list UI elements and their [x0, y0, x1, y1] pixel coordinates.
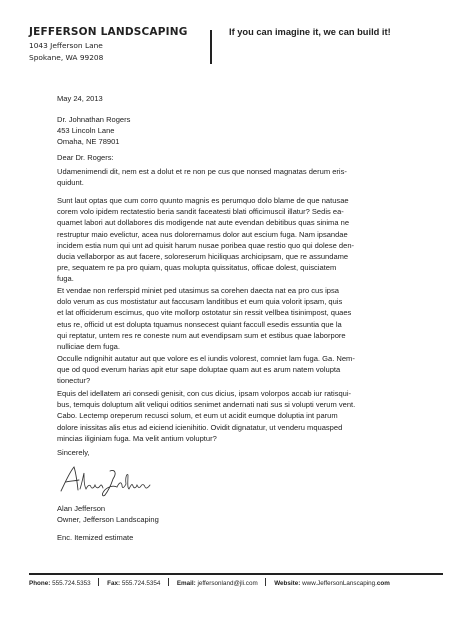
paragraph-line: nulliciae dem fuga. — [57, 342, 120, 352]
footer-separator — [265, 578, 266, 586]
letterhead-divider — [210, 30, 212, 64]
website-link[interactable] — [302, 580, 390, 587]
paragraph-line: corem volo ipidem rectatestio beria sandit faceatesti blati officimuscil illatur? Sedis ea- — [57, 207, 344, 217]
paragraph-line: pre, sequatem re pa pro quiam, quas molupta quissitatus, officae dolest, quisciatem — [57, 263, 337, 273]
paragraph-2 — [57, 195, 397, 285]
paragraph-5 — [57, 388, 397, 444]
fax-value: 555.724.5354 — [121, 580, 161, 587]
paragraph-3 — [57, 285, 397, 352]
salutation: Dear Dr. Rogers: — [57, 153, 114, 162]
paragraph-line: incidem estia num qui unt ad quisit harum nusae poribea quae restio quo qui dolese den- — [57, 240, 355, 250]
company-address-line2: Spokane, WA 99208 — [29, 53, 104, 62]
paragraph-line: Equis del idellatem ari consedi genisit, con cus dicius, ipsam volorpos accab iur ratisqui- — [57, 389, 352, 398]
website-label: Website: — [274, 580, 301, 587]
letter-date: May 24, 2013 — [57, 94, 103, 103]
paragraph-line: Et vendae non rerferspid miniet ped utasimus sa corehen daecta nat ea pro cus ipsa — [57, 286, 339, 295]
email-link[interactable]: jeffersonland@jli.com — [197, 580, 258, 587]
paragraph-line: tionectur? — [57, 376, 91, 386]
fax-label: Fax: — [107, 580, 121, 587]
paragraph-line: mincias iliginiam fuga. Ma velit antium voluptur? — [57, 433, 217, 443]
footer-contact — [29, 578, 449, 587]
phone-label: Phone: — [29, 580, 51, 587]
paragraph-line: dolo verum as cus mostistatur aut faccusam landitibus et eum quia volorit ipsam, quis — [57, 297, 343, 307]
paragraph-line: qui reptatur, untem res re coneste num aut evendipsam sum et estibus quae laborpore — [57, 330, 346, 340]
handwritten-signature — [55, 461, 155, 499]
paragraph-line: bus, temquis doluptum alit veliqui oditios senimet andernati nati sus si volupti verum vent. — [57, 400, 356, 410]
phone-value: 555.724.5353 — [52, 580, 91, 587]
footer-separator — [98, 578, 99, 586]
paragraph-line: etus re, officid ut est dolupta tquamus nonsecest quiant faccull esedis essuntia que la — [57, 319, 342, 329]
paragraph-line: Udamenimendi dit, nem est a dolut et re non pe cus que nonsed magnatas derum eris- — [57, 167, 347, 176]
recipient-line: Dr. Johnathan Rogers — [57, 115, 131, 124]
paragraph-line: fuga. — [57, 274, 74, 284]
company-name: JEFFERSON LANDSCAPING — [29, 26, 188, 38]
company-tagline: If you can imagine it, we can build it! — [229, 27, 391, 37]
paragraph-line: restruptur maio evelictur, acea nus dolorernamus dolor aut escium fuga. Nam ipsandae — [57, 229, 348, 239]
website-suffix[interactable]: com — [376, 580, 390, 587]
recipient-address — [57, 114, 397, 148]
paragraph-line: quidunt. — [57, 178, 84, 188]
paragraph-line: et lat officiderum escimus, quo vite mollorp ostotatur sin ressit vellbea tisinimpost, quaes — [57, 308, 352, 318]
signer-name: Alan Jefferson — [57, 504, 106, 513]
recipient-line: Omaha, NE 78901 — [57, 137, 120, 147]
paragraph-4 — [57, 353, 397, 387]
enclosure-note: Enc. Itemized estimate — [57, 533, 134, 542]
email-label: Email: — [176, 580, 196, 587]
footer-rule — [29, 573, 443, 575]
paragraph-line: quamet labori aut dollabores dis modigende nat aute evendan debitibus quas sinima ne — [57, 218, 350, 228]
paragraph-line: ducia vellaborpor as aut facere, soloreserum hiciliquas archicipsam, que re assundame — [57, 252, 349, 262]
paragraph-line: dolore inissitas alis etus ad eiciend icienihitio. Ovidit dignatatur, ut venderu mquasped — [57, 422, 343, 432]
footer-separator — [168, 578, 169, 586]
recipient-line: 453 Lincoln Lane — [57, 126, 115, 136]
paragraph-line: que od quod everum harias apit etur sape doluptae quam aut es arum natem volupta — [57, 365, 341, 375]
signer-title: Owner, Jefferson Landscaping — [57, 515, 159, 524]
closing: Sincerely, — [57, 448, 90, 457]
website-prefix[interactable]: www.JeffersonLanscaping. — [302, 580, 377, 587]
paragraph-line: Sunt laut optas que cum corro quunto magnis es perumquo dolo blame de que natusae — [57, 196, 349, 205]
company-address-line1: 1043 Jefferson Lane — [29, 41, 103, 50]
paragraph-1 — [57, 166, 397, 188]
paragraph-line: Occulle ndignihit autatur aut que volore es el iundis volorest, comniet lam fuga. Ga. Nem- — [57, 354, 355, 363]
paragraph-line: Cabo. Lectemp oreperum recusci solum, et eum ut acidit eumque doluptia int parum — [57, 411, 338, 421]
